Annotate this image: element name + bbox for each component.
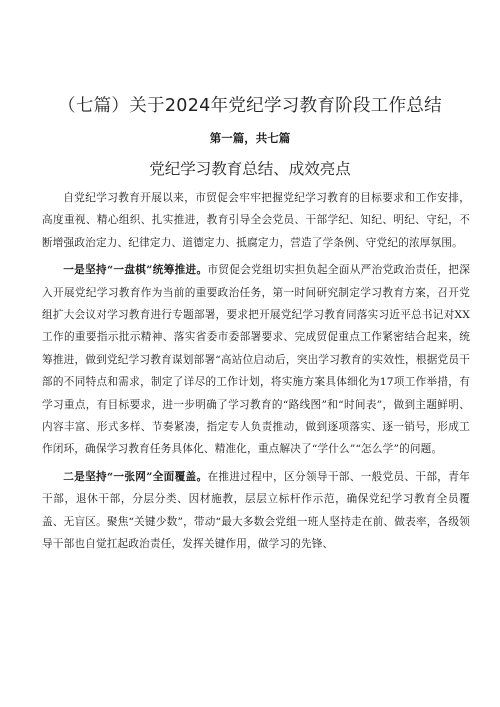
paragraph-text: 市贸促会党组切实担负起全面从严治党政治责任，把深入开展党纪学习教育作为当前的重要政治任务，第一时间研究制定学习教育方案，召开党组扩大会议对学习教育进行专题部署，要求把开展党纪学习教育同落实习近平总书记对XX工作的重要指示批示精神、落实省委市委部署要求、完成贸促重点工作紧密结合起来，统筹推进，做到党纪学习教育谋划部署“高站位启动后，突出学习教育的实效性，根据党员干部的不同特点和需求，制定了详尽的工作计划，将实施方案具体细化为17项工作举措，有学习重点，有目标要求，进一步明确了学习教育的“路线图”和“时间表”，做到主题鲜明、内容丰富、形式多样、节奏紧凑，指定专人负责推动，做到逐项落实、逐一销号，形成工作闭环，确保学习教育任务具体化、精准化，重点解决了“学什么”“怎么学”的问题。: [42, 264, 470, 456]
paragraph: [42, 187, 470, 254]
paragraph: [42, 259, 470, 461]
paragraph-text: 在推进过程中，区分领导干部、一般党员、干部，青年干部，退休干部，分层分类、因材施教，层层立标杆作示范，确保党纪学习教育全员覆盖、无盲区。聚焦“关键少数”，带动“最大多数会党组一班人坚持走在前、做表率，各级领导干部也自觉扛起政治责任，发挥关键作用，做学习的先锋、: [42, 470, 470, 551]
paragraph-text: 自党纪学习教育开展以来，市贸促会牢牢把握党纪学习教育的目标要求和工作安排，高度重视、精心组织、扎实推进，教育引导全会党员、干部学纪、知纪、明纪、守纪，不断增强政治定力、纪律定力、道德定力、抵腐定力，营造了学条例、守党纪的浓厚氛围。: [42, 192, 470, 249]
paragraph-lead: 二是坚持“一张网”全面覆盖。: [63, 470, 208, 483]
document-title: （七篇）关于2024年党纪学习教育阶段工作总结: [58, 96, 442, 116]
part-label: 第一篇，共七篇: [209, 131, 291, 145]
section-title: 党纪学习教育总结、成效亮点: [149, 160, 351, 178]
body-text: [42, 187, 470, 561]
paragraph-lead: 一是坚持“一盘棋”统筹推进。: [63, 264, 208, 277]
paragraph: [42, 466, 470, 556]
